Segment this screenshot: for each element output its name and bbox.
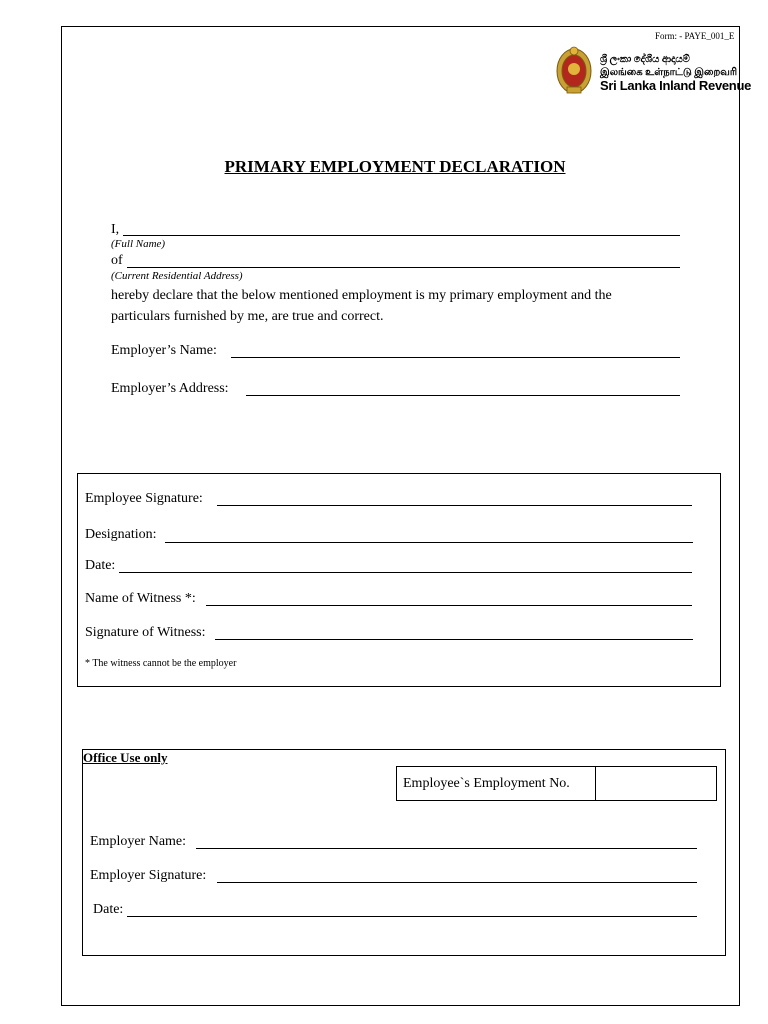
witness-signature-line[interactable] [215, 639, 693, 640]
employer-address-line[interactable] [246, 395, 680, 396]
i-label: I, [111, 222, 120, 237]
witness-name-label: Name of Witness *: [85, 591, 196, 606]
statement-line-2: particulars furnished by me, are true and correct. [111, 309, 384, 324]
statement-line-1: hereby declare that the below mentioned employment is my primary employment and the [111, 288, 612, 303]
employer-name-line[interactable] [231, 357, 680, 358]
office-date-line[interactable] [127, 916, 697, 917]
sri-lanka-emblem-icon [553, 45, 595, 99]
office-employer-name-line[interactable] [196, 848, 697, 849]
employer-address-label: Employer’s Address: [111, 381, 229, 396]
employee-signature-line[interactable] [217, 505, 692, 506]
of-label: of [111, 253, 123, 268]
office-employer-signature-label: Employer Signature: [90, 868, 207, 883]
office-employer-signature-line[interactable] [217, 882, 697, 883]
form-code: Form: - PAYE_001_E [655, 31, 735, 41]
employee-signature-label: Employee Signature: [85, 491, 203, 506]
witness-name-line[interactable] [206, 605, 692, 606]
witness-signature-label: Signature of Witness: [85, 625, 206, 640]
logo-english: Sri Lanka Inland Revenue [600, 78, 752, 93]
employee-date-line[interactable] [119, 572, 692, 573]
employer-name-label: Employer’s Name: [111, 343, 217, 358]
form-title: PRIMARY EMPLOYMENT DECLARATION [224, 157, 566, 176]
employment-no-field[interactable] [595, 766, 717, 801]
full-name-line[interactable] [123, 235, 680, 236]
office-employer-name-label: Employer Name: [90, 834, 187, 849]
witness-note: * The witness cannot be the employer [85, 658, 237, 669]
address-hint: (Current Residential Address) [111, 270, 243, 282]
designation-line[interactable] [165, 542, 693, 543]
employment-no-label: Employee`s Employment No. [403, 776, 570, 791]
office-use-title: Office Use only [83, 750, 168, 765]
inland-revenue-logo-text [600, 53, 751, 92]
logo-sinhala: ශ්‍රී ලංකා දේශීය ආදායම් [600, 54, 690, 65]
logo-tamil: இலங்கை உள்நாட்டு இறைவரி [600, 67, 738, 78]
full-name-hint: (Full Name) [111, 238, 166, 250]
employee-date-label: Date: [85, 558, 116, 573]
address-line[interactable] [127, 267, 680, 268]
office-date-label: Date: [93, 902, 124, 917]
designation-label: Designation: [85, 527, 157, 542]
